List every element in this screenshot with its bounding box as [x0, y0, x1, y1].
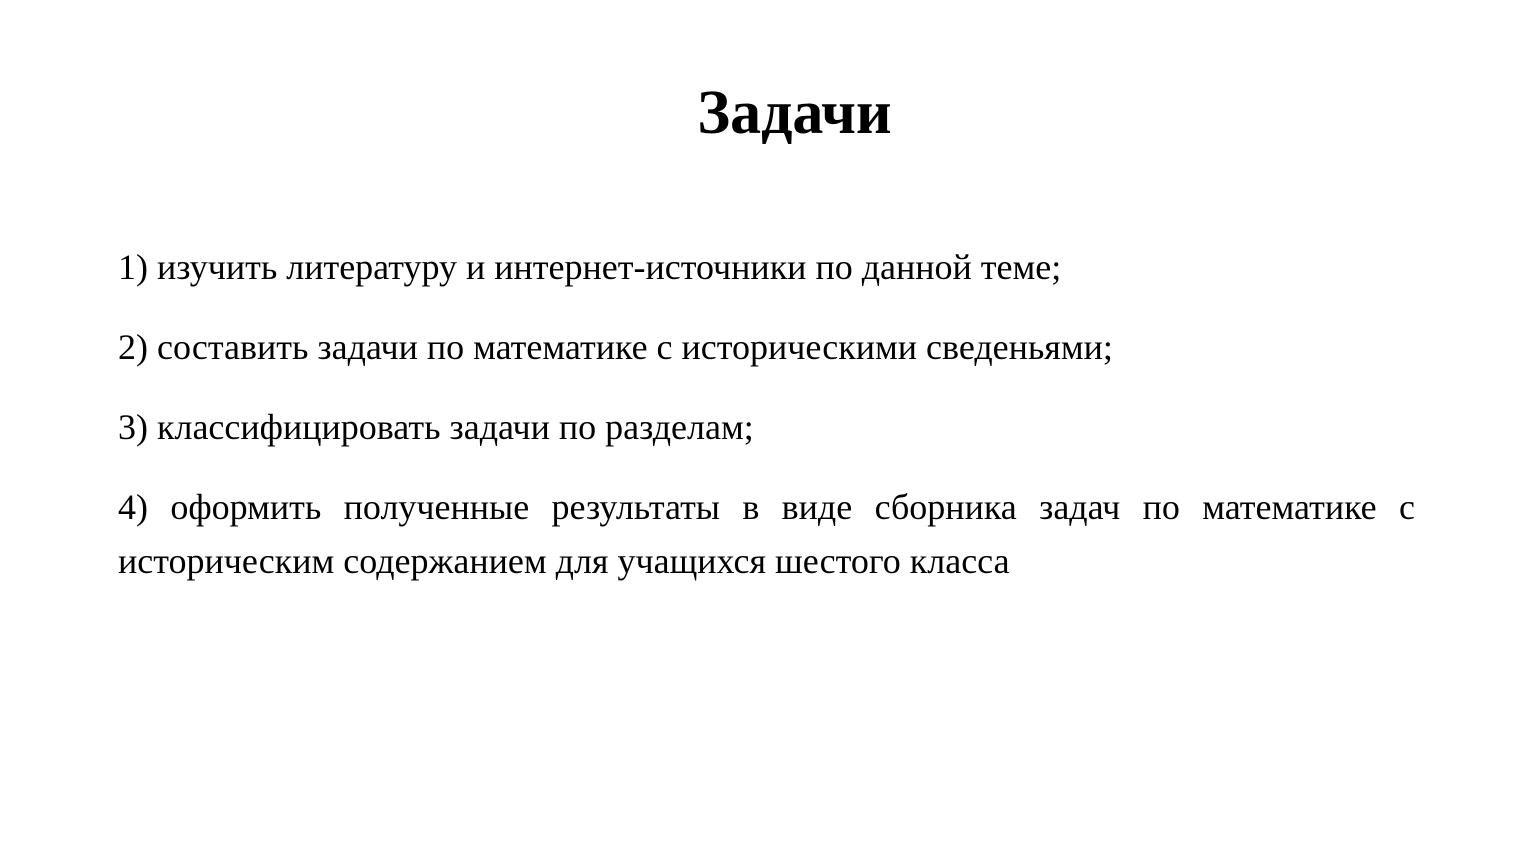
task-item-4: 4) оформить полученные результаты в виде сборника задач по математике с историческим содержанием для учащихся шестого класса — [118, 487, 1415, 581]
slide-title: Задачи — [697, 79, 892, 147]
task-item-3: 3) классифицировать задачи по разделам; — [118, 407, 754, 447]
task-item-2: 2) составить задачи по математике с историческими сведеньями; — [118, 327, 1113, 367]
task-list — [118, 240, 1415, 614]
task-item-1: 1) изучить литературу и интернет-источники по данной теме; — [118, 247, 1062, 287]
